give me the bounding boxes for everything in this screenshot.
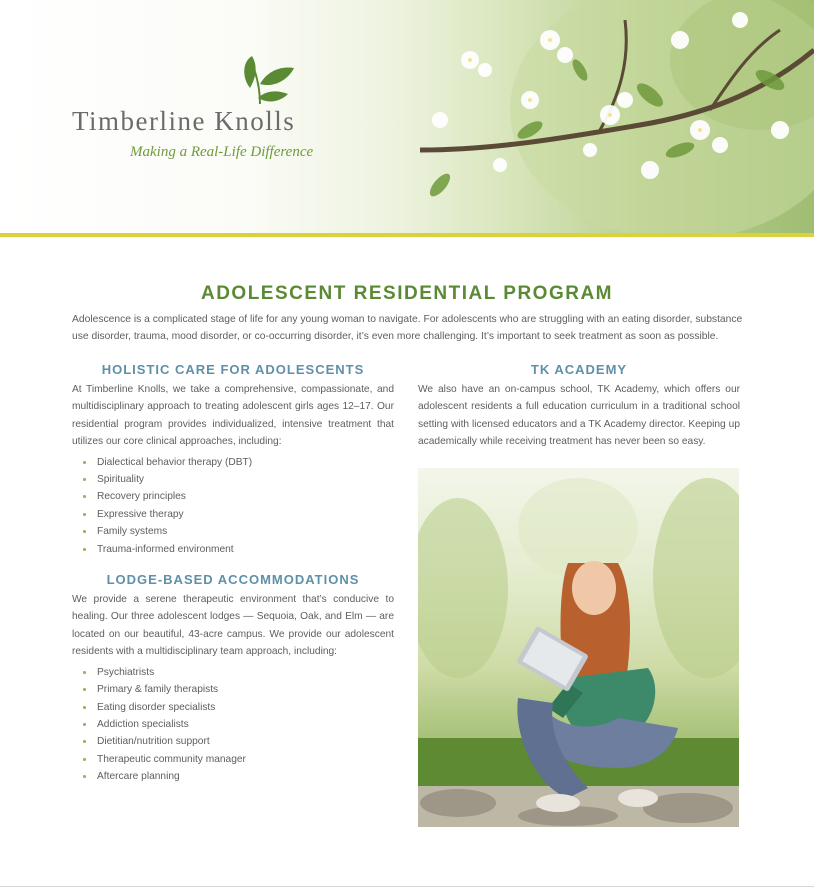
holistic-body: At Timberline Knolls, we take a comprehensive, compassionate, and multidisciplinary approach to treating adolescent girls ages 12–17. Our residential program provides individualized, intensive treatment that utilizes our core clinical approaches, including: [72,384,394,448]
academy-heading: TK ACADEMY [530,362,628,377]
list-item: Trauma-informed environment [83,541,394,558]
list-item: Spirituality [83,471,394,488]
list-item: Dialectical behavior therapy (DBT) [83,454,394,471]
bottom-divider [0,886,814,887]
student-photo [418,468,739,827]
list-item: Primary & family therapists [83,681,394,698]
lodge-body: We provide a serene therapeutic environment that’s conducive to healing. Our three adolescent lodges — Sequoia, Oak, and Elm — are located on our beautiful, 43-acre campus. We provide our adolescent residents with a multidisciplinary team approach, including: [72,594,394,658]
lodge-heading: LODGE-BASED ACCOMMODATIONS [106,572,360,588]
list-item: Eating disorder specialists [83,699,394,716]
right-column [418,362,740,451]
apple-blossom-branch-image [380,0,814,234]
list-item: Family systems [83,523,394,540]
brand-name [72,106,295,137]
list-item: Expressive therapy [83,506,394,523]
brand-name-second: Knolls [214,106,296,136]
leaf-icon [238,48,298,104]
list-item: Addiction specialists [83,716,394,733]
header-divider [0,233,814,237]
page-title: ADOLESCENT RESIDENTIAL PROGRAM [200,283,613,304]
intro-paragraph: Adolescence is a complicated stage of life for any young woman to navigate. For adolescents who are struggling with an eating disorder, substance use disorder, trauma, mood disorder, or co-occurring disorder, it’s even more challenging. It’s important to seek treatment as soon as possible. [72,314,743,342]
brand-logo [72,48,392,178]
left-column [72,362,394,786]
academy-body: We also have an on-campus school, TK Academy, which offers our adolescent residents a full education curriculum in a traditional school setting with licensed educators and a TK Academy director. Keeping up academically while receiving treatment has never been so easy. [418,384,740,448]
list-item: Psychiatrists [83,664,394,681]
list-item: Therapeutic community manager [83,751,394,768]
header-banner [0,0,814,234]
list-item: Dietitian/nutrition support [83,733,394,750]
list-item: Recovery principles [83,488,394,505]
student-with-tablet-image [418,468,739,827]
lodge-section [72,572,394,785]
brand-name-first: Timberline [72,106,207,136]
lodge-list [72,664,394,786]
list-item: Aftercare planning [83,768,394,785]
holistic-list [72,454,394,558]
brand-tagline: Making a Real-Life Difference [130,144,314,160]
holistic-heading: HOLISTIC CARE FOR ADOLESCENTS [101,362,365,377]
